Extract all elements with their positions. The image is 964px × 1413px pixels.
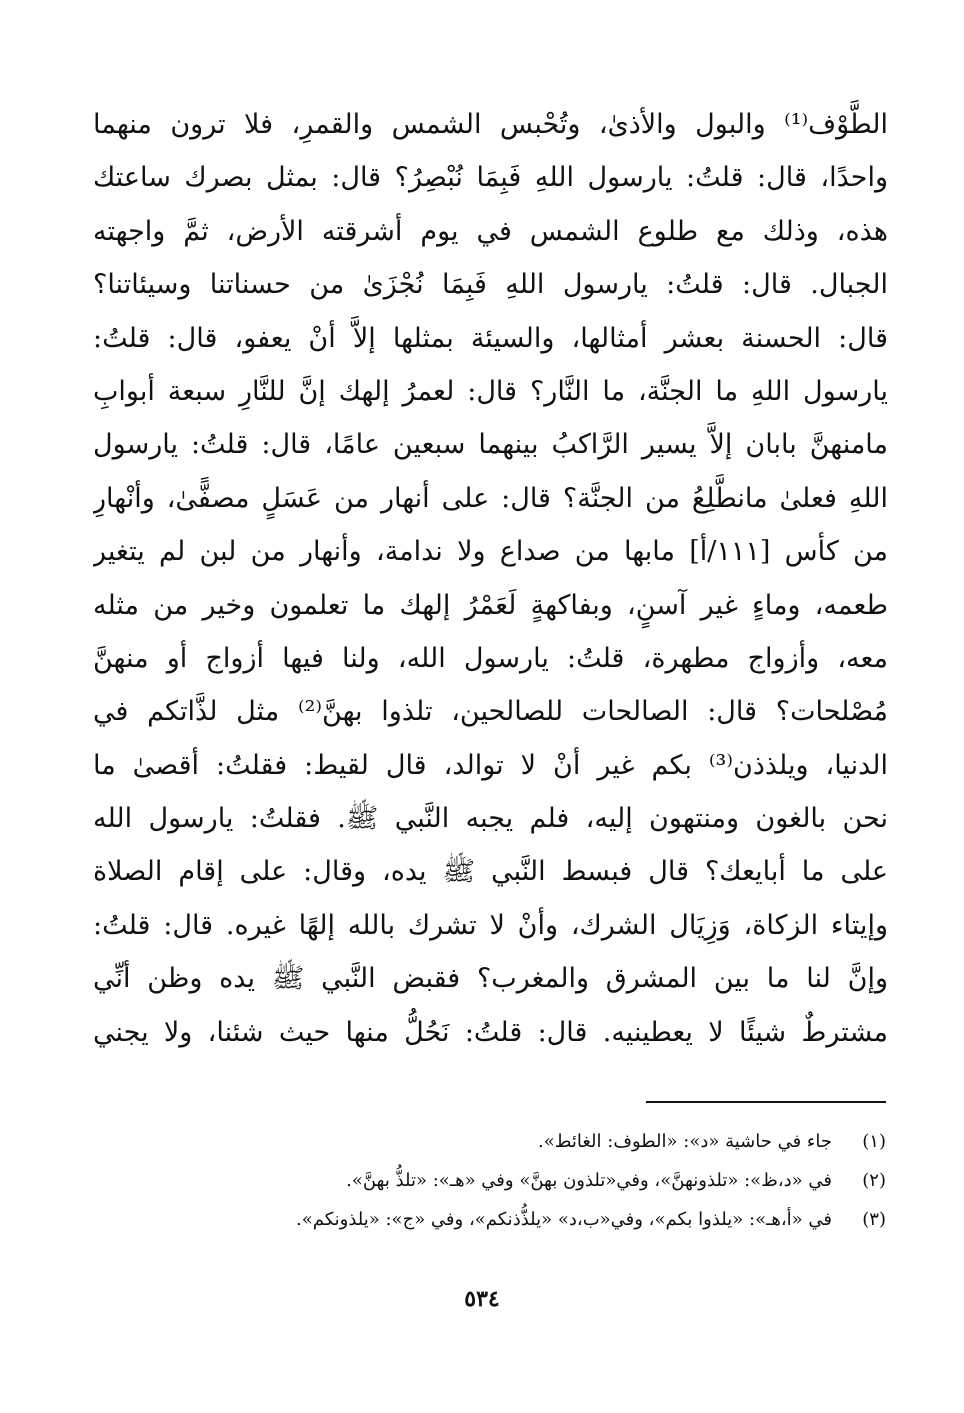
footnote-number: (٣) [862, 1209, 886, 1230]
text-line: مامنهنَّ بابان إلاَّ يسير الرَّاكبُ بينهما سبعين عامًا، قال: قلتُ: يارسول [93, 429, 888, 461]
page-number: ٥٣٤ [464, 1286, 500, 1312]
footnote-item [200, 1200, 886, 1239]
text-line: الدنيا، ويلذذن⁽³⁾ بكم غير أنْ لا توالد، قال لقيط: فقلتُ: أقصىٰ ما [93, 749, 888, 781]
main-text-block [93, 98, 888, 1059]
footnote-text: في «أ،هـ»: «يلذوا بكم»، وفي«ب،د» «يلذُّذنكم»، وفي «ج»: «يلذونكم». [295, 1209, 832, 1230]
text-line: هذه، وذلك مع طلوع الشمس في يوم أشرقته الأرض، ثمَّ واجهته [93, 215, 888, 247]
text-line: الطَّوْف⁽¹⁾ والبول والأذىٰ، وتُحْبس الشمس والقمرِ، فلا ترون منهما [93, 109, 888, 140]
text-line: على ما أبايعك؟ قال فبسط النَّبي ﷺ يده، وقال: على إقام الصلاة [93, 856, 888, 888]
text-line: مشترطٌ شيئًا لا يعطينيه. قال: قلتُ: نَحُلُّ منها حيث شئنا، ولا يجني [93, 1016, 888, 1048]
text-line: نحن بالغون ومنتهون إليه، فلم يجبه النَّبي ﷺ. فقلتُ: يارسول الله [93, 803, 888, 835]
text-line: واحدًا، قال: قلتُ: يارسول اللهِ فَبِمَا نُبْصِرُ؟ قال: بمثل بصرك ساعتك [93, 162, 888, 194]
footnote-separator [646, 1101, 886, 1103]
text-line: يارسول اللهِ ما الجنَّة، ما النَّار؟ قال: لعمرُ إلهك إنَّ للنَّارِ سبعة أبوابِ [93, 375, 888, 407]
footnotes-block [200, 1122, 886, 1239]
footnote-text: في «د،ظ»: «تلذونهنَّ»، وفي«تلذون بهنَّ» وفي «هـ»: «تلذُّ بهنَّ». [346, 1170, 832, 1191]
text-line: وإيتاء الزكاة، وَزِيَال الشرك، وأنْ لا تشرك بالله إلهًا غيره. قال: قلتُ: [93, 909, 888, 941]
footnote-item [200, 1122, 886, 1161]
footnote-item [200, 1161, 886, 1200]
footnote-number: (١) [862, 1131, 886, 1152]
footnote-text: جاء في حاشية «د»: «الطوف: الغائط». [538, 1131, 832, 1152]
text-line: من كأس [١١١/أ] مابها من صداع ولا ندامة، وأنهار من لبن لم يتغير [93, 536, 888, 568]
footnote-number: (٢) [862, 1170, 886, 1191]
text-line: قال: الحسنة بعشر أمثالها، والسيئة بمثلها إلاَّ أنْ يعفو، قال: قلتُ: [93, 322, 888, 354]
text-line: مُصْلحات؟ قال: الصالحات للصالحين، تلذوا بهنَّ⁽²⁾ مثل لذَّاتكم في [93, 696, 888, 728]
text-line: وإنَّ لنا ما بين المشرق والمغرب؟ فقبض النَّبي ﷺ يده وظن أنِّي [93, 963, 888, 995]
text-line: معه، وأزواج مطهرة، قلتُ: يارسول الله، ولنا فيها أزواج أو منهنَّ [93, 642, 888, 674]
text-line: طعمه، وماءٍ غير آسنٍ، وبفاكهةٍ لَعَمْرُ إلهك ما تعلمون وخير من مثله [93, 589, 888, 621]
text-line: اللهِ فعلىٰ مانطَّلِعُ من الجنَّة؟ قال: على أنهار من عَسَلٍ مصفًّىٰ، وأنْهارِ [93, 482, 888, 514]
text-line: الجبال. قال: قلتُ: يارسول اللهِ فَبِمَا نُجْزَىٰ من حسناتنا وسيئاتنا؟ [93, 269, 888, 301]
